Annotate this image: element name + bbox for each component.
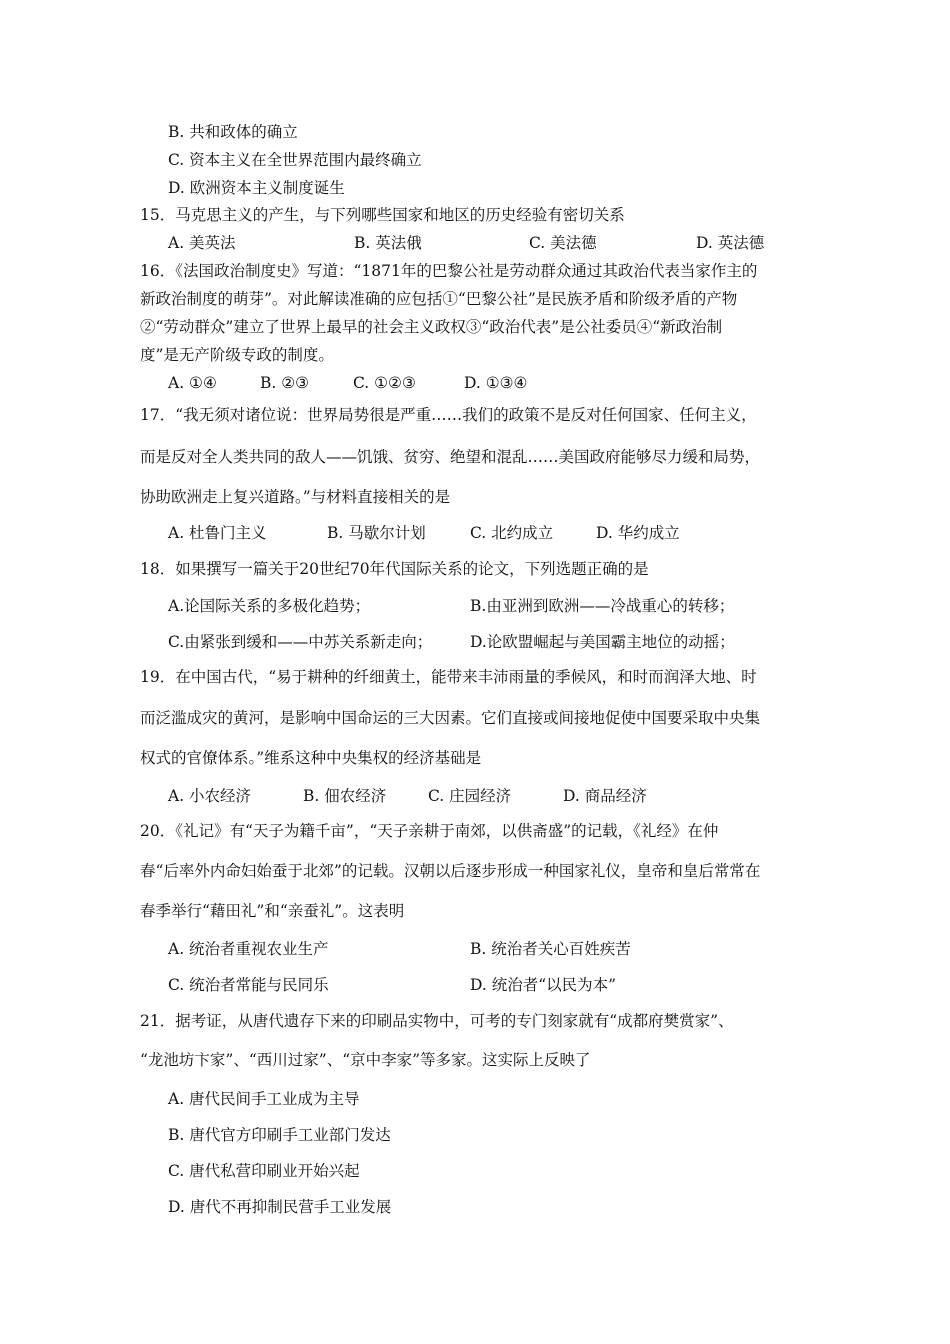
q18-option-a: A.论国际关系的多极化趋势； [168,597,371,615]
q17-stem-line2: 而是反对全人类共同的敌人——饥饿、贫穷、绝望和混乱……美国政府能够尽力缓和局势， [140,448,761,466]
q17-stem-line3: 协助欧洲走上复兴道路。”与材料直接相关的是 [140,488,451,506]
q16-option-b: B. ②③ [260,374,310,392]
q16-stem-line4: 度”是无产阶级专政的制度。 [140,346,334,364]
q19-stem-line2: 而泛滥成灾的黄河，是影响中国命运的三大因素。它们直接或间接地促使中国要采取中央集 [140,709,761,727]
q14-option-c: C. 资本主义在全世界范围内最终确立 [168,151,422,169]
q17-option-b: B. 马歇尔计划 [327,524,426,542]
q15-option-a: A. 美英法 [168,234,236,252]
q21-stem-line1: 21．据考证，从唐代遗存下来的印刷品实物中，可考的专门刻家就有“成都府樊赏家”、 [140,1012,734,1030]
q20-option-c: C. 统治者常能与民同乐 [168,976,329,994]
q18-option-c: C.由紧张到缓和——中苏关系新走向； [168,633,433,651]
q15-option-c: C. 美法德 [529,234,597,252]
q15-stem: 15．马克思主义的产生，与下列哪些国家和地区的历史经验有密切关系 [140,206,625,224]
q19-stem-line1: 19．在中国古代，“易于耕种的纤细黄土，能带来丰沛雨量的季候风，和时而润泽大地、时 [140,668,757,686]
q16-stem-line1: 16．《法国政治制度史》写道：“1871年的巴黎公社是劳动群众通过其政治代表当家作主的 [140,262,758,280]
q21-option-b: B. 唐代官方印刷手工业部门发达 [168,1126,391,1144]
q17-stem-line1: 17．“我无须对诸位说：世界局势很是严重……我们的政策不是反对任何国家、任何主义， [140,406,757,424]
q14-option-b: B. 共和政体的确立 [168,123,298,141]
q18-option-d: D.论欧盟崛起与美国霸主地位的动摇； [470,633,735,651]
q16-option-d: D. ①③④ [464,374,528,392]
q16-stem-line3: ②“劳动群众”建立了世界上最早的社会主义政权③“政治代表”是公社委员④“新政治制 [140,318,723,336]
q19-option-d: D. 商品经济 [563,787,647,805]
q20-option-a: A. 统治者重视农业生产 [168,940,329,958]
q21-option-c: C. 唐代私营印刷业开始兴起 [168,1162,360,1180]
q16-option-c: C. ①②③ [353,374,416,392]
q17-option-c: C. 北约成立 [470,524,554,542]
q19-stem-line3: 权式的官僚体系。”维系这种中央集权的经济基础是 [140,749,482,767]
q19-option-b: B. 佃农经济 [303,787,387,805]
q17-option-a: A. 杜鲁门主义 [168,524,267,542]
q20-option-b: B. 统治者关心百姓疾苦 [470,940,631,958]
q16-option-a: A. ①④ [168,374,217,392]
q20-stem-line3: 春季举行“藉田礼”和“亲蚕礼”。这表明 [140,902,405,920]
q21-stem-line2: “龙池坊卞家”、“西川过家”、“京中李家”等多家。这实际上反映了 [140,1051,591,1069]
q15-option-b: B. 英法俄 [354,234,422,252]
q20-stem-line1: 20．《礼记》有“天子为籍千亩”，“天子亲耕于南郊，以供斋盛”的记载，《礼经》在仲 [140,822,719,840]
q14-option-d: D. 欧洲资本主义制度诞生 [168,179,345,197]
q20-stem-line2: 春“后率外内命妇始蚕于北郊”的记载。汉朝以后逐步形成一种国家礼仪，皇帝和皇后常常在 [140,862,761,880]
q21-option-a: A. 唐代民间手工业成为主导 [168,1090,360,1108]
q19-option-c: C. 庄园经济 [428,787,512,805]
q16-stem-line2: 新政治制度的萌芽”。对此解读准确的应包括①“巴黎公社”是民族矛盾和阶级矛盾的产物 [140,290,738,308]
q18-stem: 18．如果撰写一篇关于20世纪70年代国际关系的论文，下列选题正确的是 [140,560,649,578]
q15-option-d: D. 英法德 [696,234,765,252]
q18-option-b: B.由亚洲到欧洲——冷战重心的转移； [470,597,735,615]
q19-option-a: A. 小农经济 [168,787,252,805]
q20-option-d: D. 统治者“以民为本” [470,976,617,994]
q17-option-d: D. 华约成立 [596,524,680,542]
q21-option-d: D. 唐代不再抑制民营手工业发展 [168,1198,392,1216]
